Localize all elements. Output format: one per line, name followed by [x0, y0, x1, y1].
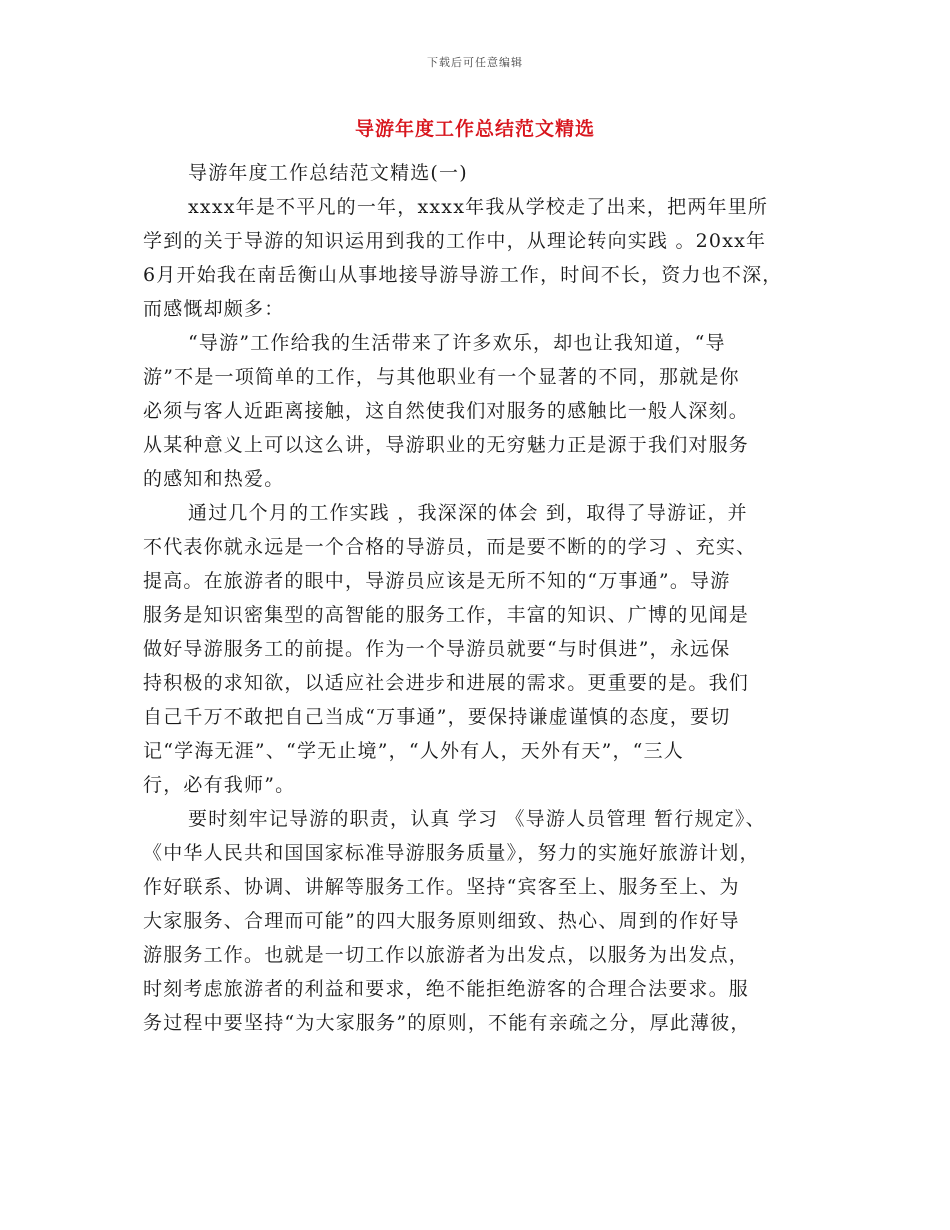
page-header-note: 下载后可任意编辑 [427, 56, 523, 69]
text-line: 通过几个月的工作实践 ，我深深的体会 到，取得了导游证，并 [188, 502, 748, 524]
document-subtitle: 导游年度工作总结范文精选(一) [188, 162, 468, 184]
text-line: 服务是知识密集型的高智能的服务工作，丰富的知识、广博的见闻是 [143, 604, 750, 626]
text-line: 务过程中要坚持“为大家服务”的原则，不能有亲疏之分，厚此薄彼， [143, 1012, 751, 1034]
text-line: 6月开始我在南岳衡山从事地接导游导游工作，时间不长，资力也不深， [143, 264, 783, 286]
text-line: 而感慨却颇多： [143, 298, 285, 320]
text-line: 提高。在旅游者的眼中，导游员应该是无所不知的“万事通”。导游 [143, 570, 731, 592]
text-line: 自己千万不敢把自己当成“万事通”，要保持谦虚谨慎的态度，要切 [143, 706, 731, 728]
text-line: “导游”工作给我的生活带来了许多欢乐，却也让我知道，“导 [188, 332, 726, 354]
text-line: 游服务工作。也就是一切工作以旅游者为出发点，以服务为出发点， [143, 944, 750, 966]
text-line: 不代表你就永远是一个合格的导游员，而是要不断的的学习 、充实、 [143, 536, 757, 558]
document-body [143, 156, 813, 1040]
text-line: 做好导游服务工的前提。作为一个导游员就要“与时俱进”，永远保 [143, 638, 731, 660]
text-line: 学到的关于导游的知识运用到我的工作中，从理论转向实践 。20xx年 [143, 230, 767, 252]
text-line: 《中华人民共和国国家标准导游服务质量》，努力的实施好旅游计划， [143, 842, 760, 864]
document-title: 导游年度工作总结范文精选 [354, 118, 595, 140]
text-line: 持积极的求知欲，以适应社会进步和进展的需求。更重要的是。我们 [143, 672, 750, 694]
text-line: 大家服务、合理而可能”的四大服务原则细致、热心、周到的作好导 [143, 910, 740, 932]
text-line: 记“学海无涯”、“学无止境”，“人外有人，天外有天”，“三人 [143, 740, 684, 762]
text-line: 作好联系、协调、讲解等服务工作。坚持“宾客至上、服务至上、为 [143, 876, 740, 898]
text-line: 行，必有我师”。 [143, 774, 296, 796]
text-line: xxxx年是不平凡的一年，xxxx年我从学校走了出来，把两年里所 [188, 196, 769, 218]
text-line: 必须与客人近距离接触，这自然使我们对服务的感触比一般人深刻。 [143, 400, 750, 422]
text-line: 游”不是一项简单的工作，与其他职业有一个显著的不同，那就是你 [143, 366, 740, 388]
text-line: 要时刻牢记导游的职责，认真 学习 《导游人员管理 暂行规定》、 [188, 808, 766, 830]
body-lines [143, 190, 813, 1040]
text-line: 时刻考虑旅游者的利益和要求，绝不能拒绝游客的合理合法要求。服 [143, 978, 750, 1000]
text-line: 从某种意义上可以这么讲，导游职业的无穷魅力正是源于我们对服务 [143, 434, 750, 456]
text-line: 的感知和热爱。 [143, 468, 285, 490]
